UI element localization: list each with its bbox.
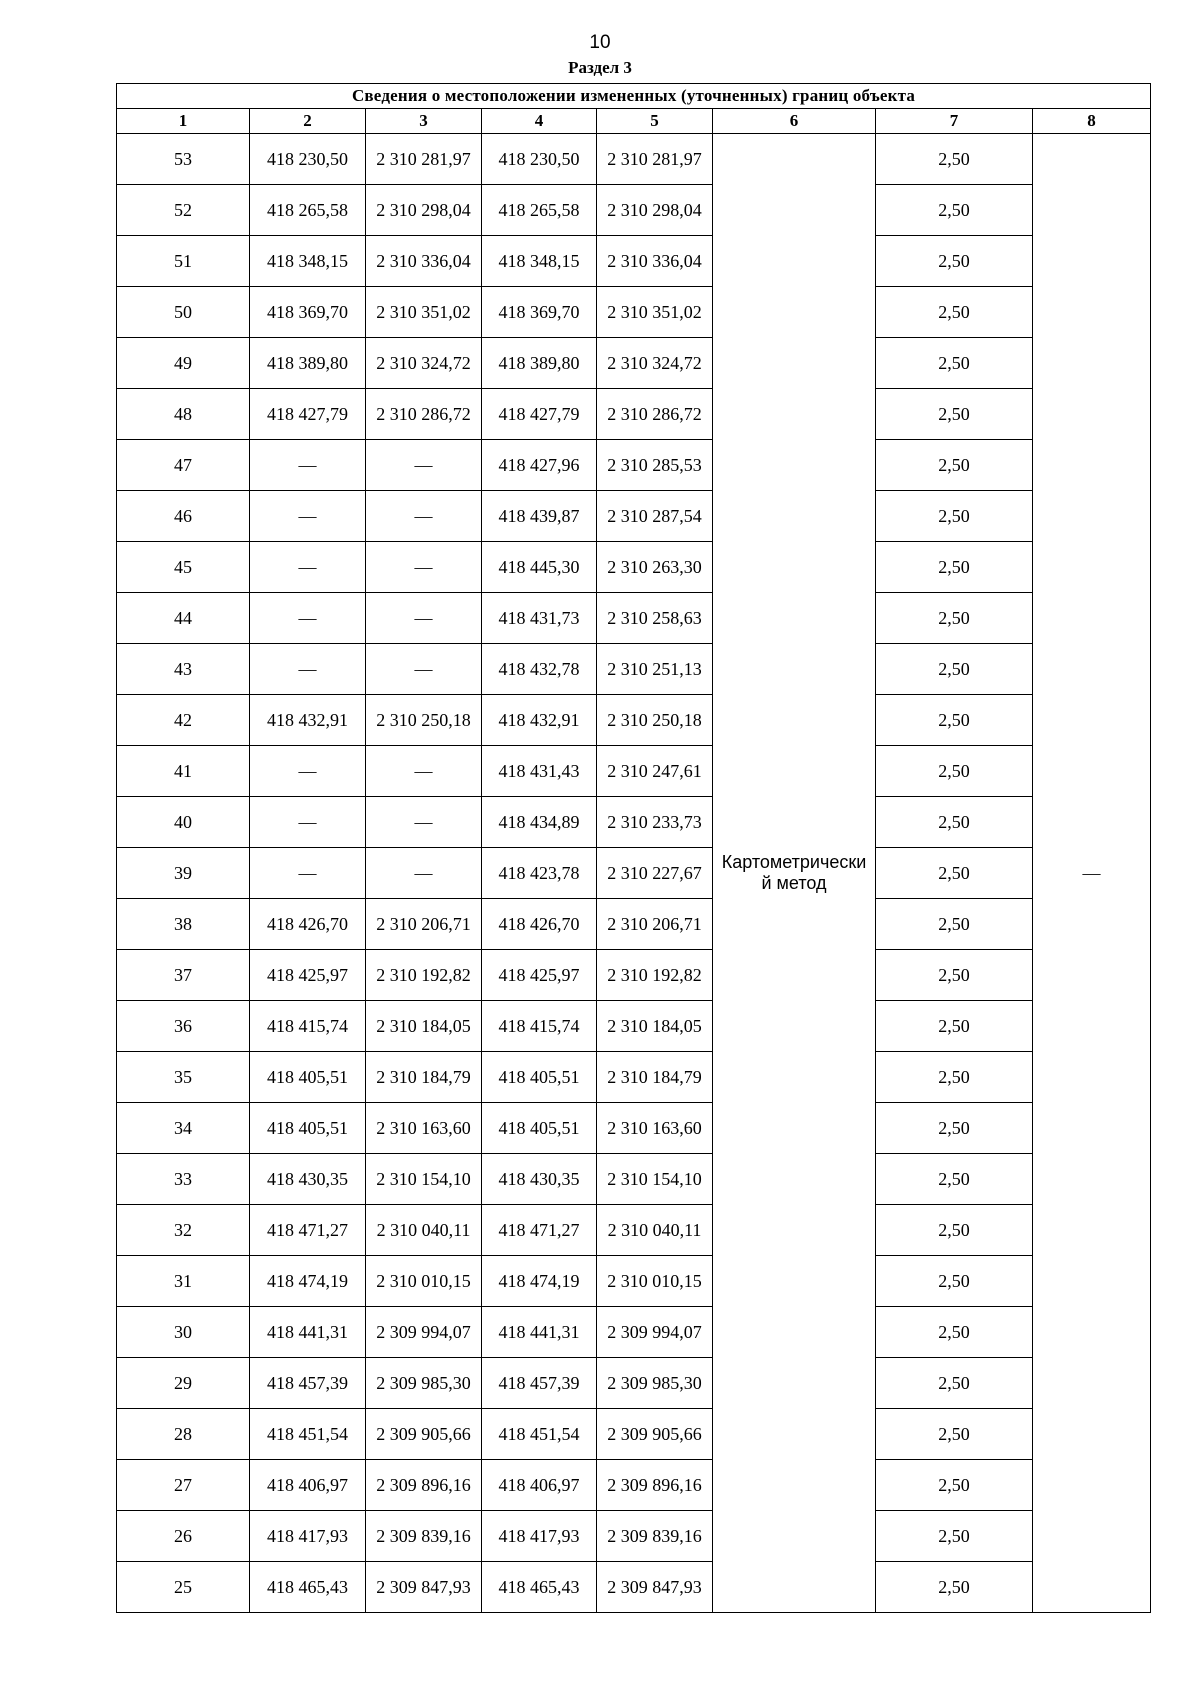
cell-c5: 2 310 250,18 <box>597 695 713 746</box>
cell-c7: 2,50 <box>876 1307 1033 1358</box>
cell-c3: 2 310 040,11 <box>366 1205 482 1256</box>
column-8-cell: — <box>1033 134 1151 1613</box>
cell-c1: 43 <box>117 644 250 695</box>
cell-c3: 2 310 206,71 <box>366 899 482 950</box>
cell-c2: 418 406,97 <box>250 1460 366 1511</box>
cell-c5: 2 310 163,60 <box>597 1103 713 1154</box>
table-row <box>117 1460 1151 1511</box>
cell-c1: 42 <box>117 695 250 746</box>
cell-c7: 2,50 <box>876 185 1033 236</box>
cell-c5: 2 309 905,66 <box>597 1409 713 1460</box>
cell-c5: 2 309 839,16 <box>597 1511 713 1562</box>
cell-c3: 2 309 994,07 <box>366 1307 482 1358</box>
table-row <box>117 338 1151 389</box>
cell-c3: 2 310 298,04 <box>366 185 482 236</box>
cell-c2: 418 441,31 <box>250 1307 366 1358</box>
cell-c4: 418 432,91 <box>482 695 597 746</box>
cell-c2: — <box>250 848 366 899</box>
table-row <box>117 1358 1151 1409</box>
cell-c3: 2 310 163,60 <box>366 1103 482 1154</box>
cell-c7: 2,50 <box>876 1154 1033 1205</box>
cell-c3: 2 310 192,82 <box>366 950 482 1001</box>
cell-c1: 30 <box>117 1307 250 1358</box>
cell-c5: 2 310 285,53 <box>597 440 713 491</box>
cell-c1: 40 <box>117 797 250 848</box>
cell-c7: 2,50 <box>876 1052 1033 1103</box>
cell-c7: 2,50 <box>876 848 1033 899</box>
cell-c5: 2 310 287,54 <box>597 491 713 542</box>
cell-c4: 418 441,31 <box>482 1307 597 1358</box>
cell-c3: 2 309 985,30 <box>366 1358 482 1409</box>
cell-c5: 2 310 192,82 <box>597 950 713 1001</box>
cell-c7: 2,50 <box>876 695 1033 746</box>
cell-c7: 2,50 <box>876 899 1033 950</box>
column-header: 7 <box>876 109 1033 134</box>
cell-c2: 418 457,39 <box>250 1358 366 1409</box>
cell-c2: — <box>250 644 366 695</box>
column-header: 5 <box>597 109 713 134</box>
table-row <box>117 1307 1151 1358</box>
cell-c4: 418 406,97 <box>482 1460 597 1511</box>
cell-c4: 418 439,87 <box>482 491 597 542</box>
cell-c1: 49 <box>117 338 250 389</box>
cell-c2: 418 471,27 <box>250 1205 366 1256</box>
cell-c2: 418 389,80 <box>250 338 366 389</box>
method-cell <box>713 134 876 1613</box>
cell-c4: 418 451,54 <box>482 1409 597 1460</box>
cell-c1: 39 <box>117 848 250 899</box>
cell-c4: 418 471,27 <box>482 1205 597 1256</box>
cell-c4: 418 432,78 <box>482 644 597 695</box>
page-number: 10 <box>589 32 611 53</box>
cell-c2: 418 430,35 <box>250 1154 366 1205</box>
table-row <box>117 950 1151 1001</box>
cell-c7: 2,50 <box>876 1409 1033 1460</box>
column-number-row <box>117 109 1151 134</box>
table-row <box>117 236 1151 287</box>
cell-c4: 418 230,50 <box>482 134 597 185</box>
cell-c3: 2 310 250,18 <box>366 695 482 746</box>
cell-c5: 2 310 258,63 <box>597 593 713 644</box>
cell-c2: — <box>250 746 366 797</box>
table-row <box>117 1256 1151 1307</box>
cell-c1: 34 <box>117 1103 250 1154</box>
cell-c5: 2 310 298,04 <box>597 185 713 236</box>
cell-c7: 2,50 <box>876 746 1033 797</box>
method-text: Картометрический метод <box>721 852 867 893</box>
cell-c3: — <box>366 542 482 593</box>
table-row <box>117 695 1151 746</box>
cell-c1: 50 <box>117 287 250 338</box>
cell-c7: 2,50 <box>876 1256 1033 1307</box>
table-row <box>117 287 1151 338</box>
section-title: Раздел 3 <box>568 58 632 77</box>
cell-c4: 418 425,97 <box>482 950 597 1001</box>
cell-c1: 44 <box>117 593 250 644</box>
cell-c4: 418 389,80 <box>482 338 597 389</box>
column-header: 6 <box>713 109 876 134</box>
cell-c1: 53 <box>117 134 250 185</box>
table-row <box>117 134 1151 185</box>
cell-c4: 418 348,15 <box>482 236 597 287</box>
cell-c1: 38 <box>117 899 250 950</box>
cell-c2: 418 465,43 <box>250 1562 366 1613</box>
cell-c7: 2,50 <box>876 338 1033 389</box>
cell-c7: 2,50 <box>876 542 1033 593</box>
table-row <box>117 542 1151 593</box>
cell-c1: 51 <box>117 236 250 287</box>
table-row <box>117 1103 1151 1154</box>
cell-c3: 2 310 351,02 <box>366 287 482 338</box>
cell-c7: 2,50 <box>876 644 1033 695</box>
cell-c5: 2 309 994,07 <box>597 1307 713 1358</box>
cell-c5: 2 310 184,79 <box>597 1052 713 1103</box>
cell-c1: 41 <box>117 746 250 797</box>
cell-c1: 26 <box>117 1511 250 1562</box>
column-header: 2 <box>250 109 366 134</box>
cell-c4: 418 427,79 <box>482 389 597 440</box>
cell-c5: 2 310 263,30 <box>597 542 713 593</box>
cell-c5: 2 310 281,97 <box>597 134 713 185</box>
cell-c2: — <box>250 440 366 491</box>
column-header: 4 <box>482 109 597 134</box>
cell-c3: 2 309 905,66 <box>366 1409 482 1460</box>
cell-c4: 418 434,89 <box>482 797 597 848</box>
cell-c7: 2,50 <box>876 134 1033 185</box>
cell-c2: 418 405,51 <box>250 1052 366 1103</box>
cell-c3: 2 310 336,04 <box>366 236 482 287</box>
cell-c4: 418 423,78 <box>482 848 597 899</box>
cell-c5: 2 309 847,93 <box>597 1562 713 1613</box>
cell-c4: 418 426,70 <box>482 899 597 950</box>
cell-c2: 418 230,50 <box>250 134 366 185</box>
cell-c3: — <box>366 593 482 644</box>
cell-c7: 2,50 <box>876 1511 1033 1562</box>
cell-c2: — <box>250 593 366 644</box>
cell-c4: 418 430,35 <box>482 1154 597 1205</box>
table-row <box>117 899 1151 950</box>
table-row <box>117 185 1151 236</box>
cell-c4: 418 431,73 <box>482 593 597 644</box>
cell-c2: 418 417,93 <box>250 1511 366 1562</box>
table-caption: Сведения о местоположении измененных (уточненных) границ объекта <box>117 84 1151 109</box>
cell-c7: 2,50 <box>876 1103 1033 1154</box>
table-row <box>117 1052 1151 1103</box>
cell-c1: 28 <box>117 1409 250 1460</box>
cell-c7: 2,50 <box>876 950 1033 1001</box>
cell-c2: 418 265,58 <box>250 185 366 236</box>
cell-c2: 418 415,74 <box>250 1001 366 1052</box>
cell-c2: 418 348,15 <box>250 236 366 287</box>
table-row <box>117 593 1151 644</box>
table-row <box>117 1511 1151 1562</box>
cell-c4: 418 405,51 <box>482 1052 597 1103</box>
cell-c7: 2,50 <box>876 797 1033 848</box>
cell-c5: 2 310 040,11 <box>597 1205 713 1256</box>
cell-c2: 418 432,91 <box>250 695 366 746</box>
cell-c5: 2 309 985,30 <box>597 1358 713 1409</box>
cell-c3: 2 309 839,16 <box>366 1511 482 1562</box>
cell-c4: 418 474,19 <box>482 1256 597 1307</box>
cell-c3: — <box>366 491 482 542</box>
cell-c4: 418 369,70 <box>482 287 597 338</box>
table-row <box>117 389 1151 440</box>
cell-c4: 418 457,39 <box>482 1358 597 1409</box>
cell-c1: 29 <box>117 1358 250 1409</box>
cell-c5: 2 310 251,13 <box>597 644 713 695</box>
table-row <box>117 848 1151 899</box>
cell-c3: 2 310 184,79 <box>366 1052 482 1103</box>
cell-c5: 2 310 351,02 <box>597 287 713 338</box>
cell-c7: 2,50 <box>876 440 1033 491</box>
cell-c1: 37 <box>117 950 250 1001</box>
cell-c1: 52 <box>117 185 250 236</box>
cell-c5: 2 310 010,15 <box>597 1256 713 1307</box>
cell-c7: 2,50 <box>876 1001 1033 1052</box>
cell-c2: — <box>250 542 366 593</box>
cell-c3: 2 310 324,72 <box>366 338 482 389</box>
table-row <box>117 644 1151 695</box>
cell-c7: 2,50 <box>876 1460 1033 1511</box>
column-header: 8 <box>1033 109 1151 134</box>
table-row <box>117 746 1151 797</box>
table-row <box>117 440 1151 491</box>
cell-c4: 418 431,43 <box>482 746 597 797</box>
cell-c2: 418 474,19 <box>250 1256 366 1307</box>
table-row <box>117 797 1151 848</box>
cell-c5: 2 310 324,72 <box>597 338 713 389</box>
cell-c7: 2,50 <box>876 236 1033 287</box>
cell-c5: 2 310 336,04 <box>597 236 713 287</box>
cell-c3: 2 309 896,16 <box>366 1460 482 1511</box>
cell-c1: 46 <box>117 491 250 542</box>
cell-c7: 2,50 <box>876 1562 1033 1613</box>
table-row <box>117 491 1151 542</box>
cell-c1: 27 <box>117 1460 250 1511</box>
table-row <box>117 1409 1151 1460</box>
cell-c4: 418 415,74 <box>482 1001 597 1052</box>
cell-c1: 48 <box>117 389 250 440</box>
cell-c7: 2,50 <box>876 593 1033 644</box>
cell-c2: — <box>250 491 366 542</box>
cell-c5: 2 310 184,05 <box>597 1001 713 1052</box>
cell-c2: 418 426,70 <box>250 899 366 950</box>
cell-c2: 418 425,97 <box>250 950 366 1001</box>
cell-c3: — <box>366 644 482 695</box>
cell-c7: 2,50 <box>876 389 1033 440</box>
column-header: 3 <box>366 109 482 134</box>
cell-c1: 33 <box>117 1154 250 1205</box>
cell-c2: 418 369,70 <box>250 287 366 338</box>
cell-c2: 418 427,79 <box>250 389 366 440</box>
cell-c3: — <box>366 848 482 899</box>
cell-c3: 2 310 154,10 <box>366 1154 482 1205</box>
table-row <box>117 1562 1151 1613</box>
cell-c5: 2 310 247,61 <box>597 746 713 797</box>
cell-c5: 2 310 227,67 <box>597 848 713 899</box>
cell-c7: 2,50 <box>876 491 1033 542</box>
cell-c3: 2 309 847,93 <box>366 1562 482 1613</box>
table-row <box>117 1154 1151 1205</box>
table-row <box>117 1001 1151 1052</box>
cell-c3: 2 310 010,15 <box>366 1256 482 1307</box>
cell-c5: 2 310 233,73 <box>597 797 713 848</box>
cell-c1: 47 <box>117 440 250 491</box>
cell-c1: 31 <box>117 1256 250 1307</box>
cell-c4: 418 445,30 <box>482 542 597 593</box>
cell-c5: 2 310 286,72 <box>597 389 713 440</box>
cell-c1: 32 <box>117 1205 250 1256</box>
cell-c5: 2 310 154,10 <box>597 1154 713 1205</box>
cell-c4: 418 427,96 <box>482 440 597 491</box>
cell-c1: 35 <box>117 1052 250 1103</box>
table-row <box>117 1205 1151 1256</box>
cell-c3: 2 310 184,05 <box>366 1001 482 1052</box>
cell-c7: 2,50 <box>876 287 1033 338</box>
cell-c4: 418 465,43 <box>482 1562 597 1613</box>
cell-c3: — <box>366 440 482 491</box>
cell-c3: — <box>366 746 482 797</box>
cell-c5: 2 310 206,71 <box>597 899 713 950</box>
cell-c3: 2 310 286,72 <box>366 389 482 440</box>
cell-c1: 25 <box>117 1562 250 1613</box>
cell-c2: 418 405,51 <box>250 1103 366 1154</box>
column-header: 1 <box>117 109 250 134</box>
cell-c3: 2 310 281,97 <box>366 134 482 185</box>
cell-c4: 418 405,51 <box>482 1103 597 1154</box>
boundary-table <box>116 83 1151 1613</box>
cell-c1: 36 <box>117 1001 250 1052</box>
cell-c3: — <box>366 797 482 848</box>
table-caption-row <box>117 84 1151 109</box>
cell-c7: 2,50 <box>876 1205 1033 1256</box>
cell-c1: 45 <box>117 542 250 593</box>
cell-c2: — <box>250 797 366 848</box>
cell-c2: 418 451,54 <box>250 1409 366 1460</box>
cell-c4: 418 417,93 <box>482 1511 597 1562</box>
cell-c5: 2 309 896,16 <box>597 1460 713 1511</box>
cell-c4: 418 265,58 <box>482 185 597 236</box>
cell-c7: 2,50 <box>876 1358 1033 1409</box>
